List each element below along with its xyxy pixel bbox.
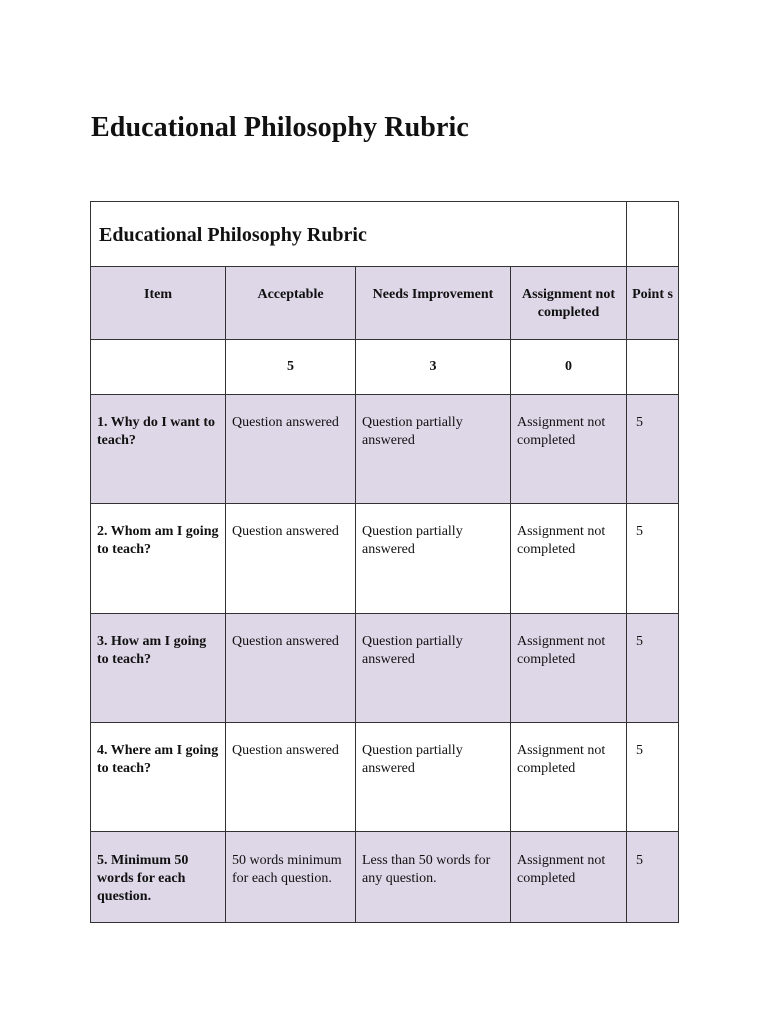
not-completed-cell: Assignment not completed <box>511 832 627 923</box>
not-completed-cell: Assignment not completed <box>511 395 627 504</box>
needs-improvement-cell: Question partially answered <box>356 614 511 723</box>
caption-row <box>91 202 679 267</box>
acceptable-cell: 50 words minimum for each question. <box>226 832 356 923</box>
item-cell: 2. Whom am I going to teach? <box>91 504 226 614</box>
acceptable-cell: Question answered <box>226 723 356 832</box>
item-cell: 5. Minimum 50 words for each question. <box>91 832 226 923</box>
acceptable-cell: Question answered <box>226 614 356 723</box>
score-cell: 3 <box>356 340 511 395</box>
header-cell-points: Point s <box>627 267 679 340</box>
score-cell <box>627 340 679 395</box>
caption-empty-cell <box>627 202 679 267</box>
acceptable-cell: Question answered <box>226 504 356 614</box>
needs-improvement-cell: Question partially answered <box>356 504 511 614</box>
table-row <box>91 395 679 504</box>
not-completed-cell: Assignment not completed <box>511 723 627 832</box>
header-row <box>91 267 679 340</box>
item-cell: 3. How am I going to teach? <box>91 614 226 723</box>
points-cell: 5 <box>627 614 679 723</box>
table-row <box>91 723 679 832</box>
needs-improvement-cell: Question partially answered <box>356 723 511 832</box>
page-title: Educational Philosophy Rubric <box>91 112 469 143</box>
needs-improvement-cell: Question partially answered <box>356 395 511 504</box>
points-cell: 5 <box>627 504 679 614</box>
points-cell: 5 <box>627 395 679 504</box>
header-cell-not-completed: Assignment not completed <box>511 267 627 340</box>
score-cell: 0 <box>511 340 627 395</box>
header-cell-item: Item <box>91 267 226 340</box>
acceptable-cell: Question answered <box>226 395 356 504</box>
score-row <box>91 340 679 395</box>
table-row <box>91 614 679 723</box>
item-cell: 1. Why do I want to teach? <box>91 395 226 504</box>
score-cell: 5 <box>226 340 356 395</box>
header-cell-acceptable: Acceptable <box>226 267 356 340</box>
not-completed-cell: Assignment not completed <box>511 614 627 723</box>
table-row <box>91 832 679 923</box>
table-row <box>91 504 679 614</box>
not-completed-cell: Assignment not completed <box>511 504 627 614</box>
header-cell-needs-improvement: Needs Improvement <box>356 267 511 340</box>
score-cell <box>91 340 226 395</box>
points-cell: 5 <box>627 723 679 832</box>
table-caption: Educational Philosophy Rubric <box>91 202 627 267</box>
rubric-table <box>90 201 679 923</box>
points-cell: 5 <box>627 832 679 923</box>
needs-improvement-cell: Less than 50 words for any question. <box>356 832 511 923</box>
item-cell: 4. Where am I going to teach? <box>91 723 226 832</box>
